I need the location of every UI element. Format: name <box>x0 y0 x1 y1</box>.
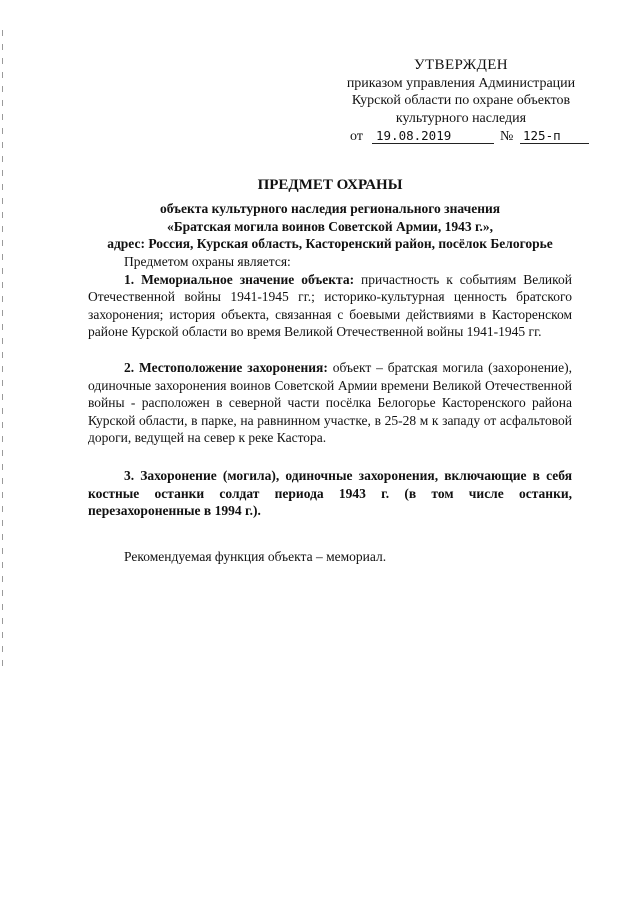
section-2-text: объект – братская могила (захоронение), одиночные захоронения воинов Советской Армии времени Великой Отечественной войны - расположен в северной части посёлка Белогорье Касторенского района Курской области, в парке, на равнинном участке, в 25-28 м к западу от асфальтовой дороги, ведущей на север к реке Кастора. <box>88 359 573 446</box>
number-prefix: № <box>500 129 514 144</box>
title-main: ПРЕДМЕТ ОХРАНЫ <box>257 177 403 193</box>
approval-stamp <box>330 57 592 146</box>
section-2-heading: 2. Местоположение захоронения: <box>124 359 328 375</box>
scan-edge-line <box>2 30 3 670</box>
section-3 <box>88 467 572 520</box>
section-1-heading: 1. Мемориальное значение объекта: <box>124 271 355 287</box>
order-number: 125-п <box>520 128 589 144</box>
title-line: «Братская могила воинов Советской Армии, 1943 г.», <box>166 218 494 234</box>
title-line: адрес: Россия, Курская область, Касторенский район, посёлок Белогорье <box>107 236 553 251</box>
approval-heading: УТВЕРЖДЕН <box>413 57 509 73</box>
document-title <box>60 176 600 253</box>
date-prefix: от <box>350 129 363 144</box>
section-2 <box>88 359 572 447</box>
approval-line: Курской области по охране объектов <box>351 93 571 108</box>
approval-date-row <box>330 128 592 146</box>
recommendation-paragraph: Рекомендуемая функция объекта – мемориал. <box>124 548 387 564</box>
intro-paragraph: Предметом охраны является: <box>124 254 291 269</box>
section-3-text: 3. Захоронение (могила), одиночные захоронения, включающие в себя костные останки солдат периода 1943 г. (в том числе останки, перезахороненные в 1994 г.). <box>88 467 572 519</box>
section-1-text: причастность к событиям Великой Отечественной войны 1941-1945 гг.; историко-культурная ценность братского захоронения; история объекта, связанная с боевыми действиями в Касторенском районе Курской области во время Великой Отечественной войны 1941-1945 гг. <box>88 271 572 340</box>
document-body <box>88 253 572 565</box>
approval-line: приказом управления Администрации <box>346 75 576 91</box>
title-line: объекта культурного наследия регионального значения <box>159 201 501 216</box>
order-date: 19.08.2019 <box>372 128 494 144</box>
section-1 <box>88 271 572 341</box>
approval-line: культурного наследия <box>395 110 527 126</box>
